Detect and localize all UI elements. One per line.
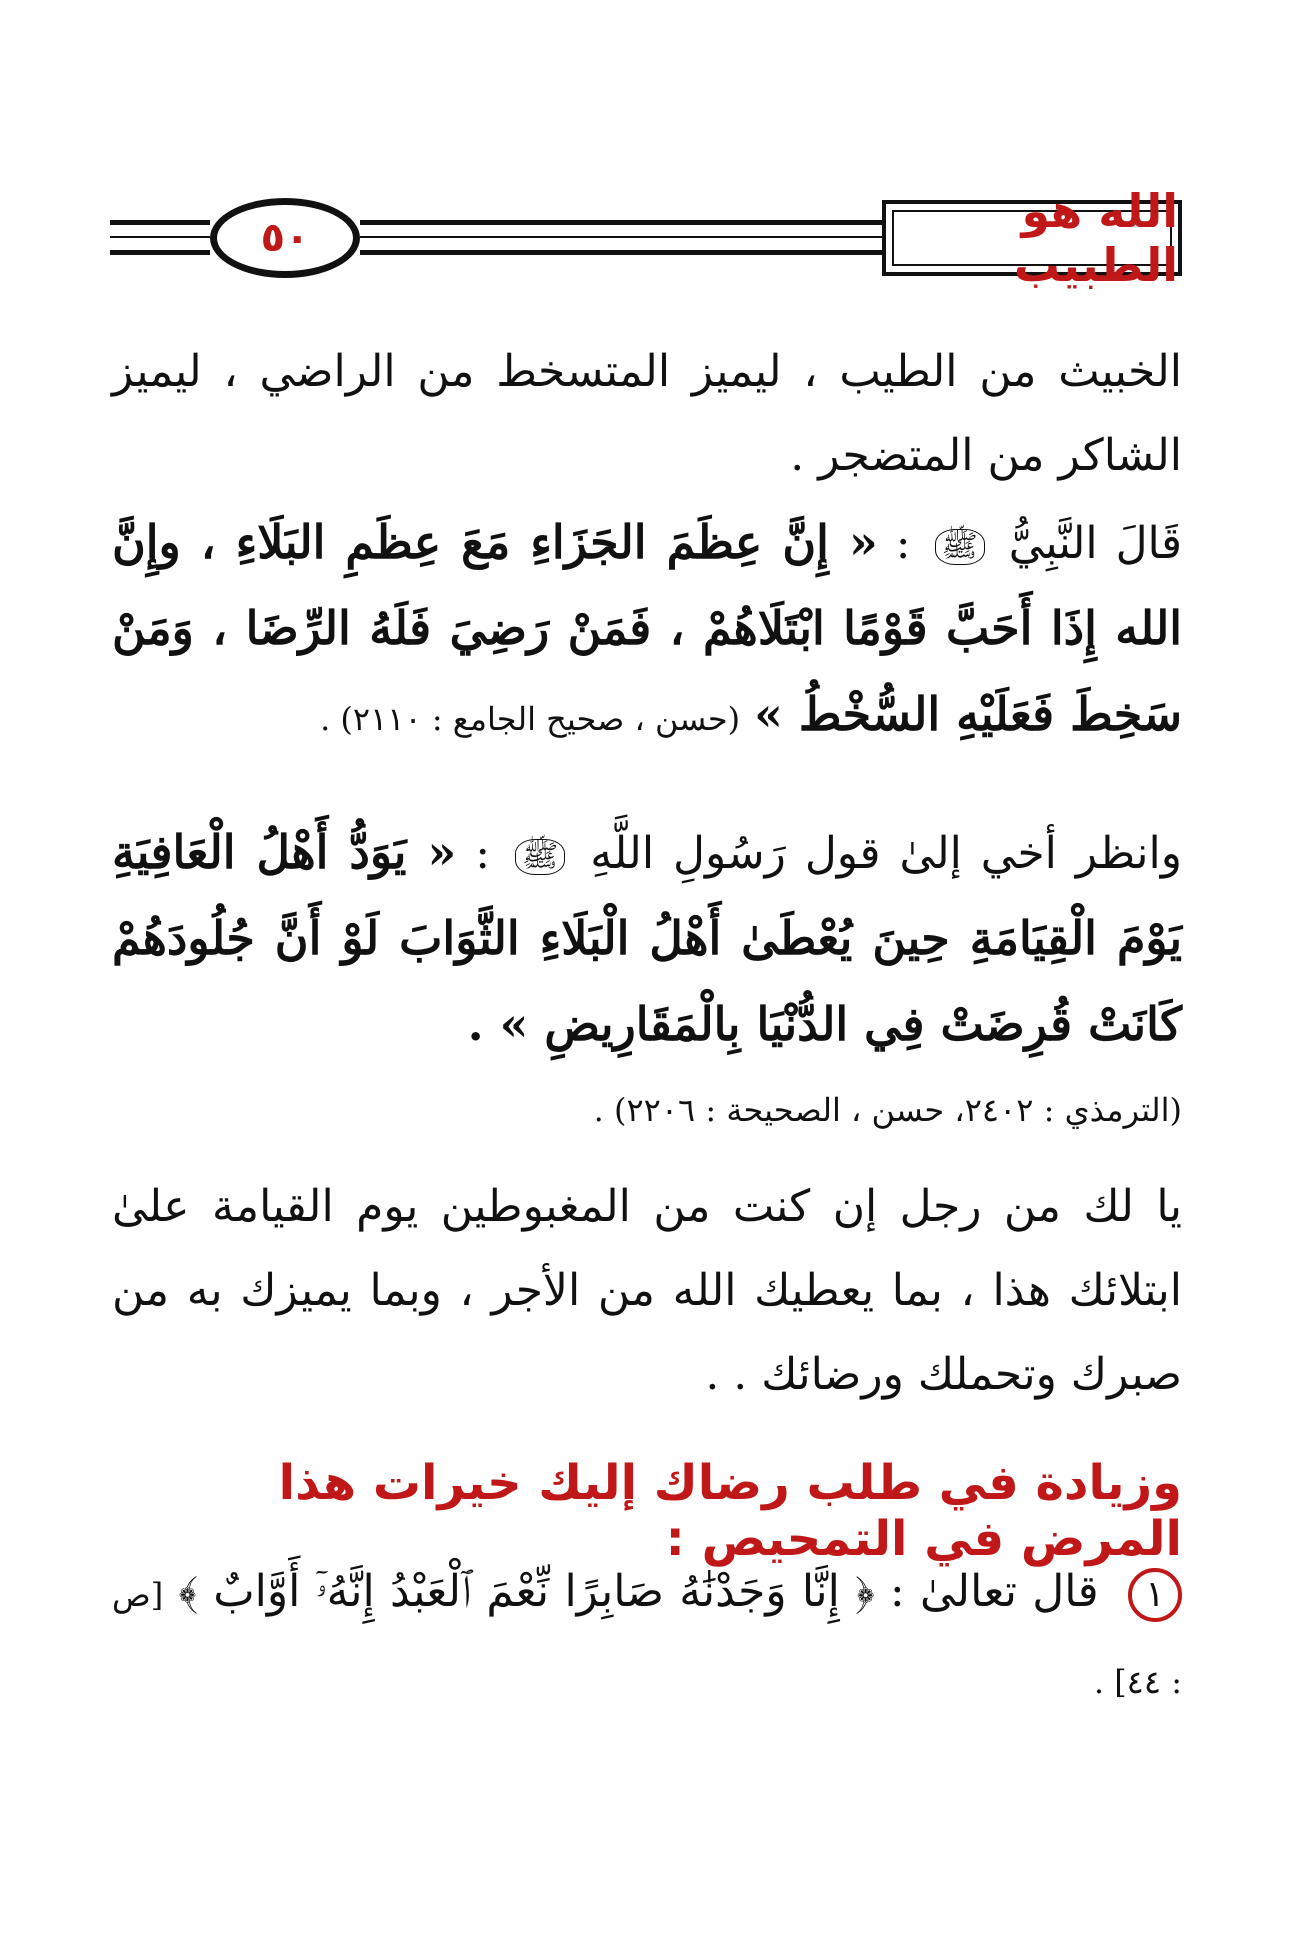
- item-number-circle: ١: [1128, 1568, 1182, 1622]
- item-1-intro: قال تعالىٰ :: [889, 1566, 1099, 1617]
- hadith-1-text: « إِنَّ عِظَمَ الجَزَاءِ مَعَ عِظَمِ البَلَاءِ ، وإِنَّ الله إِذَا أَحَبَّ قَوْمًا ابْتَلَاهُمْ ، فَمَنْ رَضِيَ فَلَهُ الرِّضَا ، وَمَنْ سَخِطَ فَعَلَيْهِ السُّخْطُ »: [112, 515, 1182, 741]
- page-number: ٥٠: [260, 215, 310, 261]
- header-rule-left-mid: [110, 236, 210, 238]
- hadith-1-reference: (حسن ، صحيح الجامع : ٢١١٠) .: [320, 700, 741, 738]
- hadith-1-intro: قَالَ النَّبِيُّ: [1008, 518, 1182, 569]
- hadith-1: [112, 500, 1182, 761]
- header-rule-left-bottom: [110, 250, 210, 255]
- header-rule-center-top: [360, 220, 882, 225]
- list-item-1: [112, 1550, 1182, 1724]
- verse-reference: [ص : ٤٤] .: [112, 1576, 1182, 1701]
- salawat-icon: ﷺ: [515, 839, 565, 875]
- page-number-oval: [210, 198, 360, 278]
- header-rule-center-bottom: [360, 250, 882, 255]
- hadith-1-colon: :: [895, 518, 911, 569]
- section-heading: وزيادة في طلب رضاك إليك خيرات هذا المرض في التمحيص :: [278, 1455, 1182, 1567]
- running-title: الله هو الطبيب: [1013, 184, 1178, 292]
- page-header: [110, 184, 1190, 292]
- hadith-2-reference: (الترمذي : ٢٤٠٢، حسن ، الصحيحة : ٢٢٠٦) .: [593, 1091, 1182, 1129]
- quran-verse: ﴿ إِنَّا وَجَدْنَٰهُ صَابِرًا نِّعْمَ ٱلْعَبْدُ إِنَّهُۥٓ أَوَّابٌ ﴾: [178, 1566, 875, 1617]
- hadith-2-text: « يَوَدُّ أَهْلُ الْعَافِيَةِ يَوْمَ الْقِيَامَةِ حِينَ يُعْطَىٰ أَهْلُ الْبَلَاءِ الثَّوَابَ لَوْ أَنَّ جُلُودَهُمْ كَانَتْ قُرِضَتْ فِي الدُّنْيَا بِالْمَقَارِيضِ » .: [112, 825, 1182, 1051]
- salawat-icon: ﷺ: [935, 529, 985, 565]
- hadith-2-colon: :: [475, 828, 491, 879]
- paragraph-2: يا لك من رجل إن كنت من المغبوطين يوم القيامة علىٰ ابتلائك هذا ، بما يعطيك الله من الأجر ، وبما يميزك به من صبرك وتحملك ورضائك . .: [112, 1181, 1182, 1400]
- running-title-box: [882, 184, 1182, 292]
- header-rule-center-mid: [360, 236, 882, 238]
- header-rule-left-top: [110, 220, 210, 225]
- hadith-2-intro: وانظر أخي إلىٰ قول رَسُولِ اللَّهِ: [590, 828, 1182, 879]
- paragraph-1: الخبيث من الطيب ، ليميز المتسخط من الراضي ، ليميز الشاكر من المتضجر .: [112, 346, 1182, 481]
- hadith-2: [112, 810, 1182, 1068]
